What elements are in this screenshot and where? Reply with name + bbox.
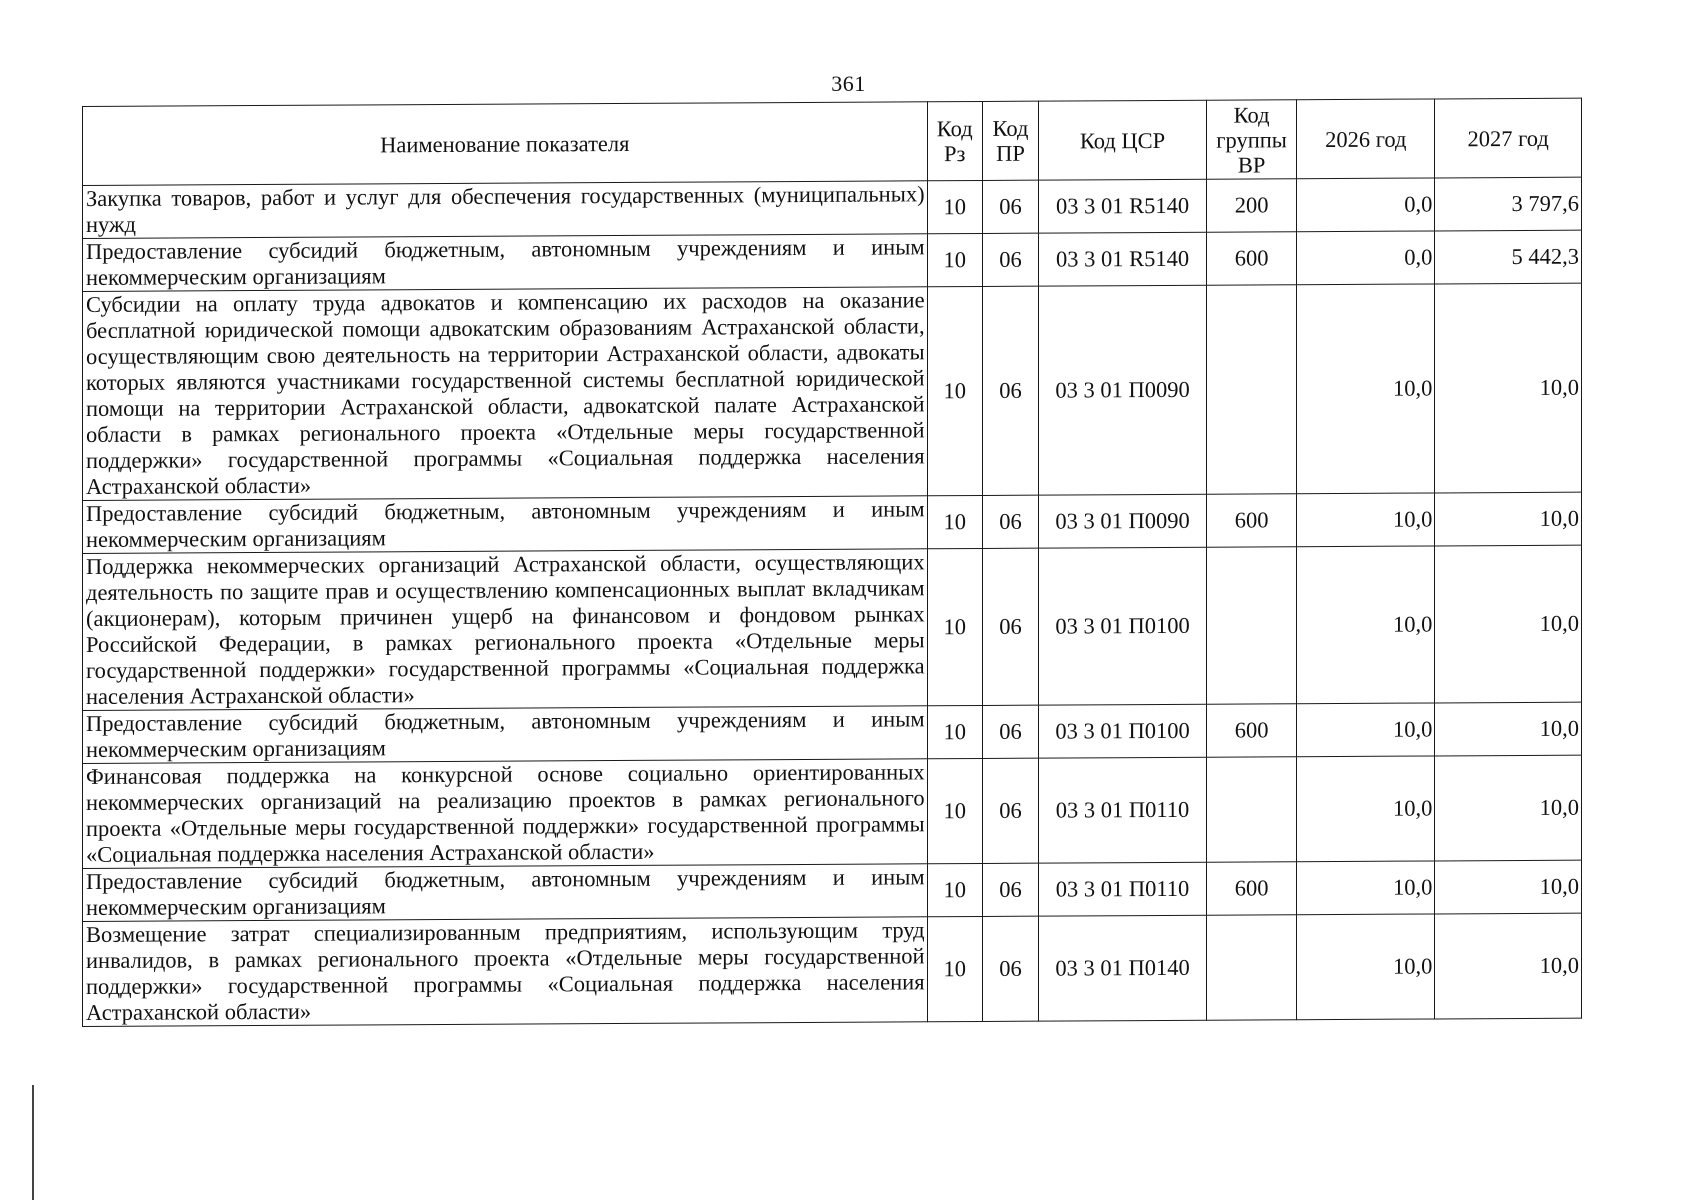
row-2026: 10,0 [1297,703,1435,757]
table-header-row [83,98,1582,185]
table-row [83,702,1582,763]
page-number: 361 [831,71,866,96]
row-pr: 06 [982,180,1038,233]
row-name: Предоставление субсидий бюджетным, автономным учреждениям и иным некоммерческим организациям [83,706,928,764]
row-2027: 10,0 [1435,492,1582,546]
row-csr: 03 3 01 П0100 [1039,704,1207,758]
row-rz: 10 [927,548,982,705]
row-vr: 600 [1206,232,1296,286]
row-pr: 06 [982,286,1038,495]
row-vr: 200 [1206,179,1296,233]
table-row [83,177,1582,238]
row-vr [1206,757,1296,863]
row-csr: 03 3 01 П0090 [1039,285,1207,495]
row-2027: 10,0 [1435,860,1582,914]
row-csr: 03 3 01 П0140 [1039,915,1207,1021]
header-pr: Код ПР [982,101,1038,180]
row-pr: 06 [982,863,1038,916]
row-2026: 0,0 [1297,178,1435,232]
row-name: Предоставление субсидий бюджетным, автономным учреждениям и иным некоммерческим организациям [83,864,928,922]
row-2027: 10,0 [1435,702,1582,756]
row-vr [1206,915,1296,1021]
row-rz: 10 [927,863,982,916]
row-rz: 10 [927,495,982,548]
row-2026: 10,0 [1297,756,1435,862]
row-csr: 03 3 01 R5140 [1039,232,1207,286]
row-2026: 10,0 [1297,861,1435,915]
row-name: Закупка товаров, работ и услуг для обеспечения государственных (муниципальных) нужд [83,181,928,239]
scan-edge-line [32,1085,34,1200]
row-2026: 10,0 [1297,284,1435,494]
row-rz: 10 [927,758,982,863]
row-2026: 10,0 [1297,493,1435,547]
table-row [83,755,1582,868]
row-2027: 5 442,3 [1435,230,1582,284]
row-rz: 10 [927,705,982,758]
row-vr [1206,547,1296,705]
table-row [83,545,1582,710]
row-2026: 10,0 [1297,914,1435,1020]
budget-table-container [82,98,1582,1027]
row-name: Финансовая поддержка на конкурсной основе социально ориентированных некоммерческих организаций на реализацию проектов в рамках регионального проекта «Отдельные меры государственной поддержки» государственной программы «Социальная поддержка населения Астраханской области» [83,759,928,869]
row-rz: 10 [927,180,982,233]
row-csr: 03 3 01 П0110 [1039,757,1207,863]
row-2027: 3 797,6 [1435,177,1582,231]
row-vr: 600 [1206,862,1296,916]
row-name: Поддержка некоммерческих организаций Астраханской области, осуществляющих деятельность по защите прав и осуществлению компенсационных выплат вкладчикам (акционерам), которым причинен ущерб на финансовом и фондовом рынках Российской Федерации, в рамках регионального проекта «Отдельные меры государственной поддержки» государственной программы «Социальная поддержка населения Астраханской области» [83,549,928,711]
row-rz: 10 [927,233,982,286]
row-csr: 03 3 01 П0110 [1039,862,1207,916]
row-rz: 10 [927,916,982,1021]
budget-table [82,98,1582,1027]
table-row [83,913,1582,1026]
row-2027: 10,0 [1435,545,1582,703]
header-2027: 2027 год [1435,98,1582,178]
row-2027: 10,0 [1435,913,1582,1019]
row-name: Предоставление субсидий бюджетным, автономным учреждениям и иным некоммерческим организациям [83,234,928,292]
row-pr: 06 [982,916,1038,1021]
table-row [83,860,1582,921]
row-2026: 0,0 [1297,231,1435,285]
header-rz: Код Рз [927,101,982,180]
row-2026: 10,0 [1297,546,1435,704]
row-2027: 10,0 [1435,283,1582,493]
table-row [83,230,1582,291]
row-vr: 600 [1206,704,1296,758]
row-2027: 10,0 [1435,755,1582,861]
row-rz: 10 [927,286,982,495]
row-pr: 06 [982,758,1038,863]
row-csr: 03 3 01 П0090 [1039,494,1207,548]
row-name: Предоставление субсидий бюджетным, автономным учреждениям и иным некоммерческим организациям [83,496,928,554]
header-vr: Код группы ВР [1206,100,1296,180]
header-csr: Код ЦСР [1039,100,1207,180]
row-name: Возмещение затрат специализированным предприятиям, использующим труд инвалидов, в рамках регионального проекта «Отдельные меры государственной поддержки» государственной программы «Социальная поддержка населения Астраханской области» [83,917,928,1027]
row-pr: 06 [982,548,1038,705]
row-csr: 03 3 01 R5140 [1039,179,1207,233]
row-pr: 06 [982,495,1038,548]
header-2026: 2026 год [1297,99,1435,179]
table-row [83,283,1582,500]
row-name: Субсидии на оплату труда адвокатов и компенсацию их расходов на оказание бесплатной юридической помощи адвокатским образованиям Астраханской области, осуществляющим свою деятельность на территории Астраханской области, адвокаты которых являются участниками государственной системы бесплатной юридической помощи на территории Астраханской области, адвокатской палате Астраханской области в рамках регионального проекта «Отдельные меры государственной поддержки» государственной программы «Социальная поддержка населения Астраханской области» [83,287,928,501]
row-vr [1206,285,1296,495]
row-csr: 03 3 01 П0100 [1039,547,1207,705]
row-vr: 600 [1206,494,1296,548]
row-pr: 06 [982,233,1038,286]
table-row [83,492,1582,553]
row-pr: 06 [982,705,1038,758]
header-name: Наименование показателя [83,102,928,186]
